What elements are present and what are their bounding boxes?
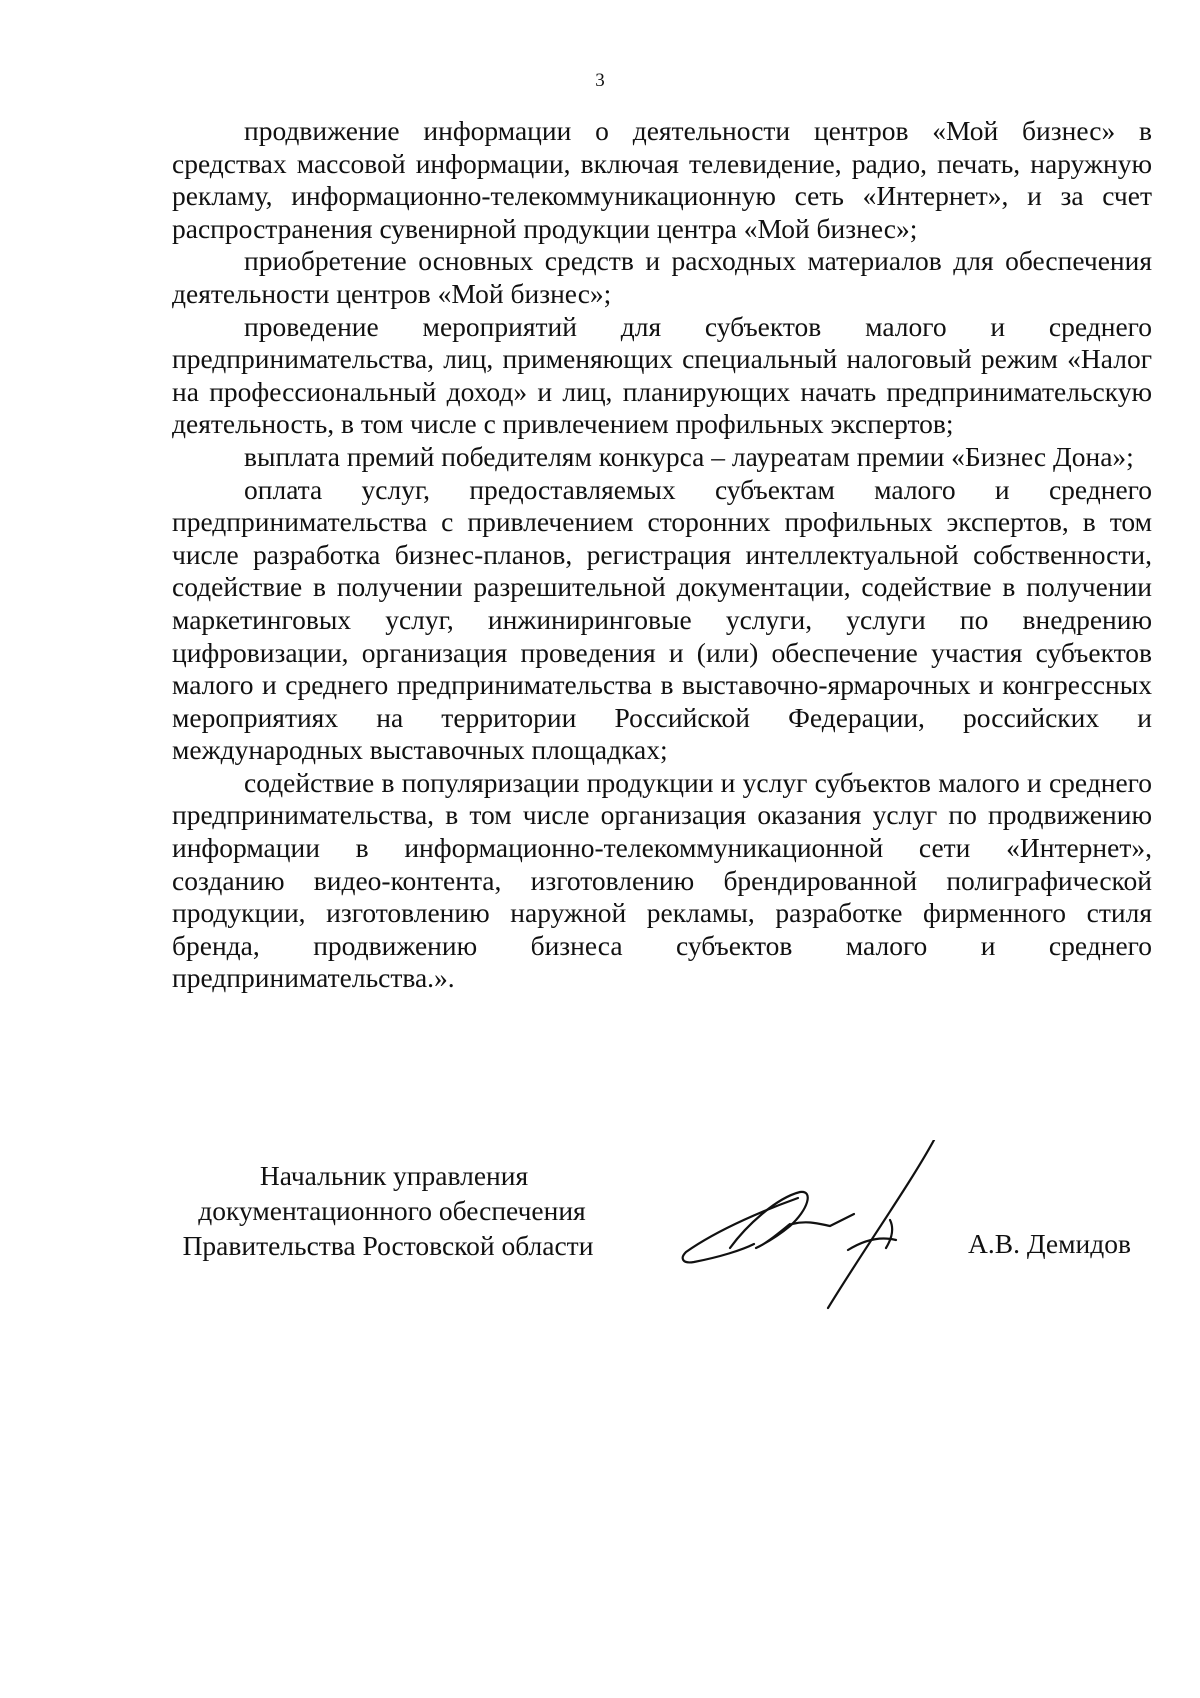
paragraph-media-promotion: продвижение информации о деятельности центров «Мой бизнес» в средствах массовой информации, включая телевидение, радио, печать, наружную рекламу, информационно-телекоммуникационную сеть «Интернет», и за счет распространения сувенирной продукции центра «Мой бизнес»; [172,115,1152,244]
position-line: документационного обеспечения [198,1195,586,1226]
position-line: Начальник управления [259,1160,529,1191]
signer-name: А.В. Демидов [968,1228,1131,1259]
paragraph-awards: выплата премий победителям конкурса – лауреатам премии «Бизнес Дона»; [244,440,1134,472]
handwritten-signature [680,1140,980,1310]
signatory-position [168,1158,608,1263]
paragraph-fixed-assets: приобретение основных средств и расходных материалов для обеспечения деятельности центров «Мой бизнес»; [172,245,1152,309]
paragraph-events: проведение мероприятий для субъектов малого и среднего предпринимательства, лиц, применяющих специальный налоговый режим «Налог на профессиональный доход» и лиц, планирующих начать предпринимательскую деятельность, в том числе с привлечением профильных экспертов; [172,310,1152,440]
position-line: Правительства Ростовской области [182,1230,594,1261]
page-number: 3 [595,70,605,91]
paragraph-expert-services: оплата услуг, предоставляемых субъектам малого и среднего предпринимательства с привлечением сторонних профильных экспертов, в том числе разработка бизнес-планов, регистрация интеллектуальной собственности, содействие в получении разрешительной документации, содействие в получении маркетинговых услуг, инжиниринговые услуги, услуги по внедрению цифровизации, организация проведения и (или) обеспечение участия субъектов малого и среднего предпринимательства в выставочно-ярмарочных и конгрессных мероприятиях на территории Российской Федерации, российских и международных выставочных площадках; [172,473,1152,766]
paragraph-popularization: содействие в популяризации продукции и услуг субъектов малого и среднего предпринимательства, в том числе организация оказания услуг по продвижению информации в информационно-телекоммуникационной сети «Интернет», созданию видео-контента, изготовлению брендированной полиграфической продукции, изготовлению наружной рекламы, разработке фирменного стиля бренда, продвижению бизнеса субъектов малого и среднего предпринимательства.». [172,766,1152,994]
document-body [172,115,1152,995]
